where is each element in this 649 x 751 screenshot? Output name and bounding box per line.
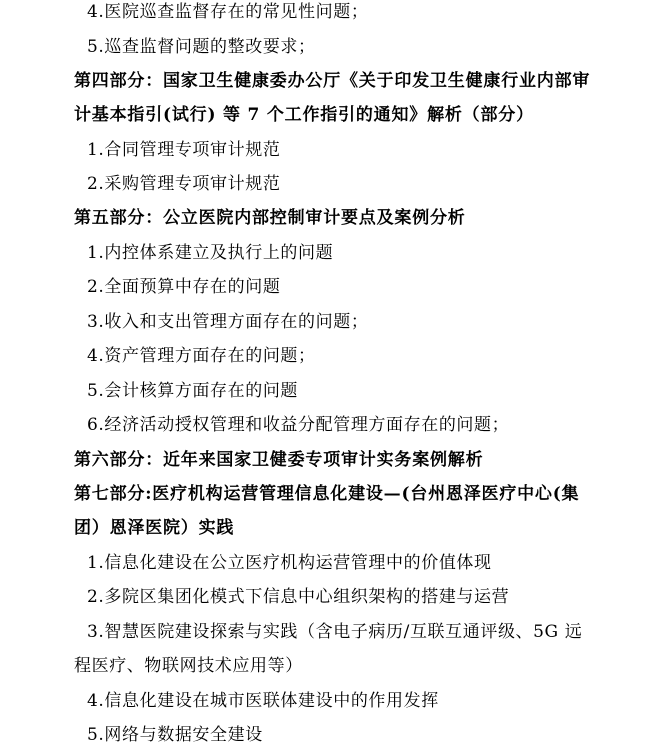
list-item: 4.信息化建设在城市医联体建设中的作用发挥: [87, 691, 439, 711]
list-item-continuation: 程医疗、物联网技术应用等）: [74, 656, 303, 676]
list-item: 1.信息化建设在公立医疗机构运营管理中的价值体现: [87, 553, 492, 573]
list-item: 2.全面预算中存在的问题: [87, 277, 281, 297]
list-item: 6.经济活动授权管理和收益分配管理方面存在的问题；: [87, 415, 510, 435]
list-item: 2.多院区集团化模式下信息中心组织架构的搭建与运营: [87, 587, 510, 607]
list-item: 4.医院巡查监督存在的常见性问题；: [87, 2, 369, 22]
list-item: 5.网络与数据安全建设: [87, 725, 263, 745]
list-item: 4.资产管理方面存在的问题；: [87, 346, 316, 366]
section-heading: 团）恩泽医院）实践: [74, 518, 235, 538]
section-heading: 第七部分:医疗机构运营管理信息化建设—(台州恩泽医疗中心(集: [74, 484, 580, 504]
section-heading: 第六部分：近年来国家卫健委专项审计实务案例解析: [74, 450, 484, 470]
list-item: 1.合同管理专项审计规范: [87, 140, 281, 160]
list-item: 1.内控体系建立及执行上的问题: [87, 243, 334, 263]
list-item: 5.会计核算方面存在的问题: [87, 381, 299, 401]
section-heading: 第四部分：国家卫生健康委办公厅《关于印发卫生健康行业内部审: [74, 71, 591, 91]
list-item: 5.巡查监督问题的整改要求；: [87, 37, 316, 57]
list-item: 3.智慧医院建设探索与实践（含电子病历/互联互通评级、5G 远: [87, 622, 583, 642]
list-item: 2.采购管理专项审计规范: [87, 174, 281, 194]
section-heading: 第五部分：公立医院内部控制审计要点及案例分析: [74, 208, 466, 228]
list-item: 3.收入和支出管理方面存在的问题；: [87, 312, 369, 332]
section-heading: 计基本指引(试行) 等 7 个工作指引的通知》解析（部分）: [74, 105, 534, 125]
